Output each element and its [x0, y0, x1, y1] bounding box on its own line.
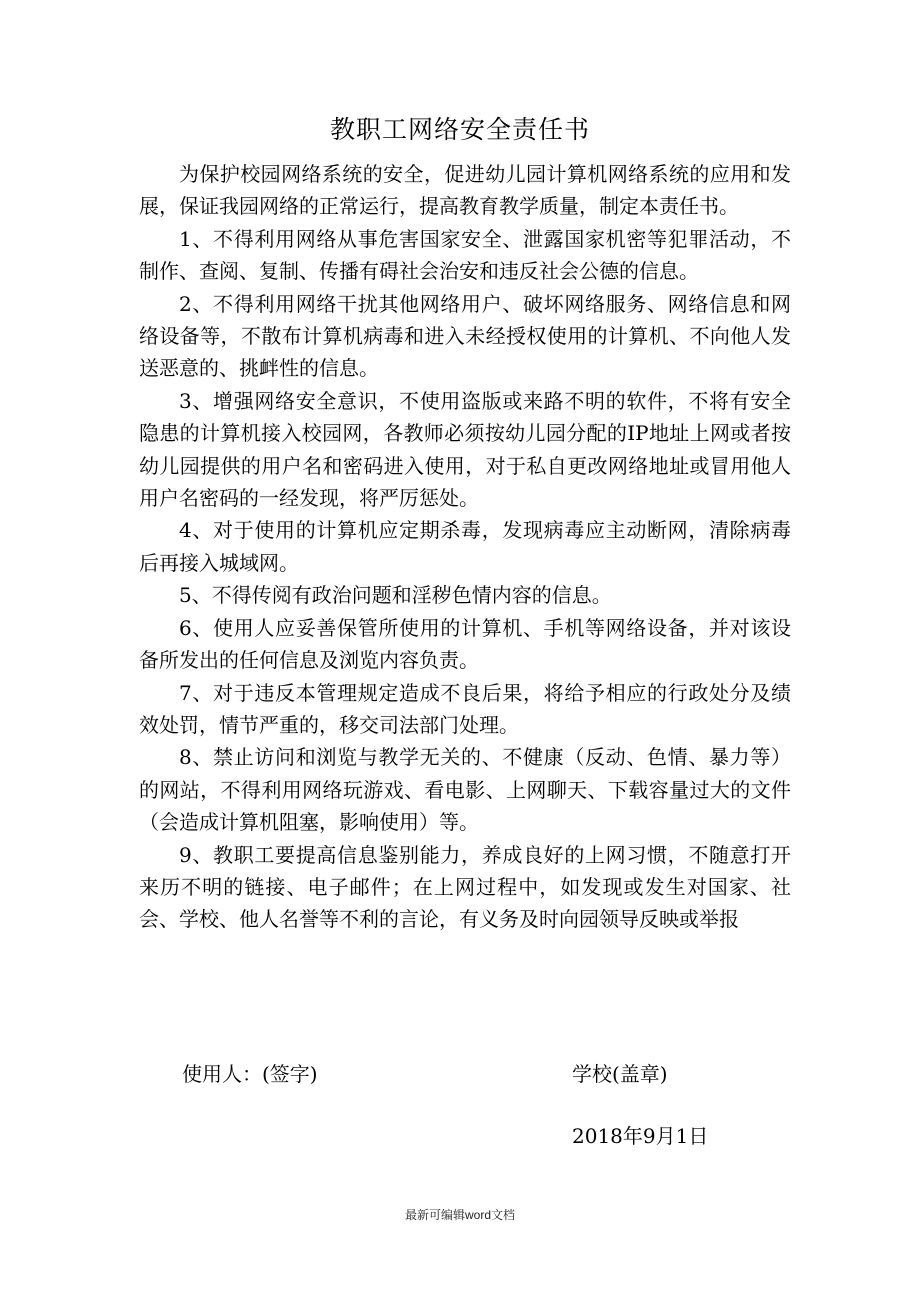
clause-2: 2、不得利用网络干扰其他网络用户、破坏网络服务、网络信息和网络设备等，不散布计算机病毒和进入未经授权使用的计算机、不向他人发送恶意的、挑衅性的信息。	[139, 291, 791, 381]
school-seal-label: 学校(盖章)	[572, 1062, 668, 1086]
clause-1: 1、不得利用网络从事危害国家安全、泄露国家机密等犯罪活动，不制作、查阅、复制、传播有碍社会治安和违反社会公德的信息。	[139, 226, 791, 284]
clause-8: 8、禁止访问和浏览与教学无关的、不健康（反动、色情、暴力等）的网站，不得利用网络玩游戏、看电影、上网聊天、下载容量过大的文件（会造成计算机阻塞，影响使用）等。	[139, 745, 791, 835]
clause-7: 7、对于违反本管理规定造成不良后果，将给予相应的行政处分及绩效处罚，情节严重的，移交司法部门处理。	[139, 680, 791, 737]
clause-4: 4、对于使用的计算机应定期杀毒，发现病毒应主动断网，清除病毒后再接入城域网。	[139, 518, 791, 575]
document-title: 教职工网络安全责任书	[329, 115, 590, 144]
clause-6: 6、使用人应妥善保管所使用的计算机、手机等网络设备，并对该设备所发出的任何信息及浏览内容负责。	[139, 615, 791, 673]
clause-5: 5、不得传阅有政治问题和淫秽色情内容的信息。	[179, 583, 612, 608]
clause-3: 3、增强网络安全意识，不使用盗版或来路不明的软件，不将有安全隐患的计算机接入校园网，各教师必须按幼儿园分配的IP地址上网或者按幼儿园提供的用户名和密码进入使用，对于私自更改网络地址或冒用他人用户名密码的一经发现，将严厉惩处。	[139, 388, 791, 511]
intro-paragraph: 为保护校园网络系统的安全，促进幼儿园计算机网络系统的应用和发展，保证我园网络的正常运行，提高教育教学质量，制定本责任书。	[139, 162, 791, 219]
clause-9: 9、教职工要提高信息鉴别能力，养成良好的上网习惯，不随意打开来历不明的链接、电子邮件；在上网过程中，如发现或发生对国家、社会、学校、他人名誉等不利的言论，有义务及时向园领导反映或举报	[139, 842, 791, 932]
page-footer: 最新可编辑word文档	[404, 1208, 515, 1222]
document-body	[139, 158, 791, 936]
signing-date: 2018年9月1日	[572, 1124, 709, 1148]
user-signature-label: 使用人：(签字)	[182, 1062, 318, 1086]
